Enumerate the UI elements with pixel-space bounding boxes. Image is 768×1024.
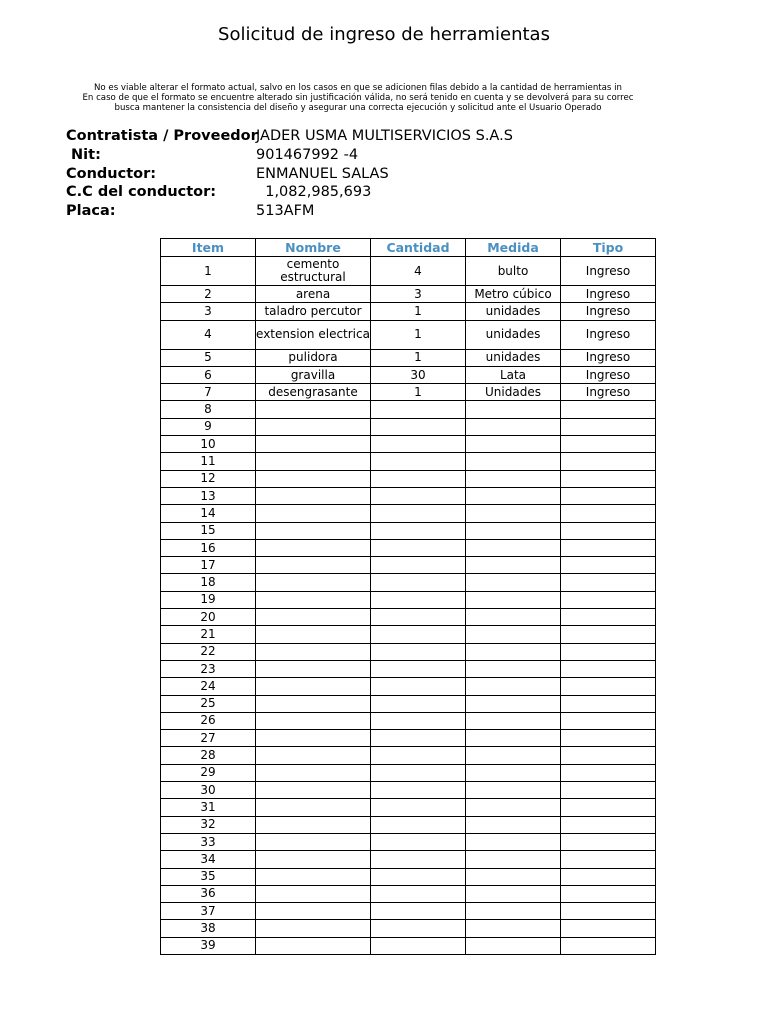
- cell-cantidad: [371, 660, 466, 677]
- cell-medida: [466, 747, 561, 764]
- cell-cantidad: [371, 626, 466, 643]
- cell-medida: [466, 401, 561, 418]
- cell-nombre: [256, 678, 371, 695]
- table-row: [161, 505, 656, 522]
- cell-cantidad: [371, 574, 466, 591]
- cell-item: 5: [161, 349, 256, 366]
- cell-nombre: [256, 609, 371, 626]
- cell-nombre: [256, 487, 371, 504]
- cell-cantidad: [371, 937, 466, 954]
- table-row: [161, 487, 656, 504]
- cell-medida: [466, 591, 561, 608]
- info-label: Nit:: [66, 146, 101, 163]
- info-label: C.C del conductor:: [66, 184, 217, 201]
- info-value: ENMANUEL SALAS: [256, 165, 389, 182]
- column-header-tipo: Tipo: [561, 239, 656, 257]
- cell-cantidad: [371, 747, 466, 764]
- table-row: [161, 833, 656, 850]
- cell-medida: [466, 487, 561, 504]
- table-row: [161, 591, 656, 608]
- cell-cantidad: [371, 903, 466, 920]
- cell-tipo: [561, 539, 656, 556]
- cell-nombre: [256, 747, 371, 764]
- info-value: JADER USMA MULTISERVICIOS S.A.S: [256, 128, 513, 144]
- cell-item: 14: [161, 505, 256, 522]
- cell-cantidad: [371, 764, 466, 781]
- cell-nombre: [256, 833, 371, 850]
- cell-nombre: [256, 712, 371, 729]
- cell-medida: [466, 660, 561, 677]
- cell-item: 1: [161, 257, 256, 286]
- table-header-row: [161, 239, 656, 257]
- contractor-info: [66, 127, 513, 221]
- table-row: [161, 436, 656, 453]
- table-row: [161, 764, 656, 781]
- cell-item: 38: [161, 920, 256, 937]
- cell-nombre: desengrasante: [256, 384, 371, 401]
- cell-tipo: [561, 712, 656, 729]
- cell-medida: unidades: [466, 303, 561, 320]
- cell-medida: unidades: [466, 320, 561, 349]
- cell-medida: [466, 643, 561, 660]
- info-row-plate: [66, 202, 513, 221]
- cell-medida: [466, 764, 561, 781]
- cell-medida: [466, 730, 561, 747]
- cell-medida: [466, 470, 561, 487]
- cell-tipo: [561, 470, 656, 487]
- cell-tipo: Ingreso: [561, 286, 656, 303]
- table-row: [161, 401, 656, 418]
- cell-cantidad: [371, 609, 466, 626]
- cell-tipo: [561, 436, 656, 453]
- table-row: [161, 303, 656, 320]
- cell-item: 35: [161, 868, 256, 885]
- tools-table: [160, 238, 656, 955]
- cell-medida: [466, 937, 561, 954]
- cell-item: 33: [161, 833, 256, 850]
- cell-cantidad: 1: [371, 320, 466, 349]
- cell-cantidad: [371, 833, 466, 850]
- cell-nombre: [256, 522, 371, 539]
- cell-cantidad: [371, 678, 466, 695]
- cell-cantidad: 3: [371, 286, 466, 303]
- cell-tipo: [561, 747, 656, 764]
- cell-item: 18: [161, 574, 256, 591]
- cell-nombre: [256, 851, 371, 868]
- cell-nombre: [256, 539, 371, 556]
- cell-tipo: Ingreso: [561, 320, 656, 349]
- cell-item: 31: [161, 799, 256, 816]
- cell-tipo: [561, 660, 656, 677]
- cell-tipo: [561, 833, 656, 850]
- cell-item: 23: [161, 660, 256, 677]
- cell-tipo: [561, 868, 656, 885]
- cell-cantidad: [371, 401, 466, 418]
- table-row: [161, 286, 656, 303]
- cell-nombre: [256, 401, 371, 418]
- cell-nombre: [256, 660, 371, 677]
- cell-tipo: [561, 695, 656, 712]
- info-label: Contratista / Proveedor: [66, 128, 258, 144]
- document-title: Solicitud de ingreso de herramientas: [218, 24, 550, 45]
- cell-nombre: [256, 557, 371, 574]
- table-row: [161, 712, 656, 729]
- cell-nombre: [256, 799, 371, 816]
- cell-tipo: Ingreso: [561, 303, 656, 320]
- cell-nombre: [256, 868, 371, 885]
- table-row: [161, 920, 656, 937]
- cell-tipo: [561, 764, 656, 781]
- cell-medida: [466, 505, 561, 522]
- info-value: 513AFM: [256, 203, 315, 220]
- cell-nombre: [256, 903, 371, 920]
- cell-medida: [466, 903, 561, 920]
- cell-cantidad: 30: [371, 366, 466, 383]
- cell-tipo: [561, 401, 656, 418]
- info-row-nit: [66, 146, 513, 165]
- cell-nombre: [256, 505, 371, 522]
- cell-nombre: [256, 591, 371, 608]
- cell-item: 39: [161, 937, 256, 954]
- cell-cantidad: 1: [371, 303, 466, 320]
- column-header-item: Item: [161, 239, 256, 257]
- table-row: [161, 816, 656, 833]
- cell-medida: [466, 920, 561, 937]
- cell-tipo: [561, 522, 656, 539]
- cell-tipo: [561, 937, 656, 954]
- cell-nombre: taladro percutor: [256, 303, 371, 320]
- cell-tipo: [561, 557, 656, 574]
- cell-cantidad: 1: [371, 349, 466, 366]
- cell-cantidad: [371, 487, 466, 504]
- cell-tipo: Ingreso: [561, 257, 656, 286]
- cell-cantidad: [371, 557, 466, 574]
- cell-item: 9: [161, 418, 256, 435]
- cell-cantidad: [371, 436, 466, 453]
- cell-tipo: [561, 487, 656, 504]
- cell-cantidad: [371, 505, 466, 522]
- table-row: [161, 747, 656, 764]
- cell-nombre: extension electrica: [256, 320, 371, 349]
- cell-cantidad: [371, 920, 466, 937]
- cell-medida: [466, 868, 561, 885]
- notice-line: En caso de que el formato se encuentre alterado sin justificación válida, no será tenido en cuenta y se devolverá para su correc: [82, 93, 634, 104]
- table-row: [161, 799, 656, 816]
- cell-medida: [466, 678, 561, 695]
- cell-tipo: [561, 591, 656, 608]
- cell-medida: [466, 851, 561, 868]
- cell-tipo: [561, 885, 656, 902]
- cell-item: 11: [161, 453, 256, 470]
- cell-medida: [466, 539, 561, 556]
- table-row: [161, 349, 656, 366]
- cell-tipo: [561, 643, 656, 660]
- cell-nombre: [256, 436, 371, 453]
- cell-tipo: [561, 816, 656, 833]
- cell-cantidad: [371, 522, 466, 539]
- cell-cantidad: [371, 591, 466, 608]
- cell-tipo: [561, 418, 656, 435]
- cell-medida: [466, 799, 561, 816]
- cell-tipo: [561, 678, 656, 695]
- cell-item: 13: [161, 487, 256, 504]
- info-row-driver: [66, 165, 513, 184]
- cell-medida: [466, 712, 561, 729]
- cell-medida: [466, 453, 561, 470]
- table-row: [161, 539, 656, 556]
- table-row: [161, 609, 656, 626]
- cell-nombre: [256, 920, 371, 937]
- cell-nombre: [256, 470, 371, 487]
- cell-nombre: [256, 885, 371, 902]
- cell-item: 30: [161, 782, 256, 799]
- cell-nombre: [256, 418, 371, 435]
- cell-nombre: [256, 695, 371, 712]
- table-row: [161, 678, 656, 695]
- table-body: [161, 257, 656, 955]
- cell-cantidad: [371, 470, 466, 487]
- table-row: [161, 868, 656, 885]
- column-header-nombre: Nombre: [256, 239, 371, 257]
- cell-item: 27: [161, 730, 256, 747]
- table-row: [161, 695, 656, 712]
- cell-item: 15: [161, 522, 256, 539]
- table-row: [161, 320, 656, 349]
- cell-medida: [466, 695, 561, 712]
- cell-nombre: [256, 937, 371, 954]
- cell-cantidad: [371, 816, 466, 833]
- table-row: [161, 643, 656, 660]
- cell-tipo: [561, 920, 656, 937]
- table-row: [161, 418, 656, 435]
- cell-item: 22: [161, 643, 256, 660]
- cell-medida: Metro cúbico: [466, 286, 561, 303]
- table-row: [161, 626, 656, 643]
- cell-medida: [466, 436, 561, 453]
- table-row: [161, 470, 656, 487]
- table-row: [161, 557, 656, 574]
- cell-medida: unidades: [466, 349, 561, 366]
- cell-cantidad: [371, 730, 466, 747]
- cell-item: 19: [161, 591, 256, 608]
- table-row: [161, 522, 656, 539]
- notice-line: No es viable alterar el formato actual, salvo en los casos en que se adicionen filas debido a la cantidad de herramientas in: [94, 83, 622, 93]
- cell-item: 7: [161, 384, 256, 401]
- cell-item: 29: [161, 764, 256, 781]
- table-row: [161, 257, 656, 286]
- cell-tipo: [561, 609, 656, 626]
- table-row: [161, 660, 656, 677]
- cell-tipo: [561, 505, 656, 522]
- cell-item: 26: [161, 712, 256, 729]
- info-value: 901467992 -4: [256, 146, 359, 163]
- cell-cantidad: [371, 643, 466, 660]
- cell-item: 28: [161, 747, 256, 764]
- info-row-driver-id: [66, 183, 513, 202]
- cell-nombre: [256, 626, 371, 643]
- cell-tipo: [561, 730, 656, 747]
- cell-medida: [466, 418, 561, 435]
- cell-nombre: [256, 730, 371, 747]
- cell-item: 2: [161, 286, 256, 303]
- info-value: 1,082,985,693: [256, 184, 372, 201]
- cell-item: 8: [161, 401, 256, 418]
- cell-nombre: pulidora: [256, 349, 371, 366]
- info-label: Conductor:: [66, 165, 157, 182]
- cell-nombre: [256, 643, 371, 660]
- cell-tipo: Ingreso: [561, 384, 656, 401]
- info-row-contractor: [66, 127, 513, 146]
- cell-nombre: [256, 574, 371, 591]
- cell-tipo: [561, 903, 656, 920]
- cell-item: 20: [161, 609, 256, 626]
- cell-item: 24: [161, 678, 256, 695]
- cell-tipo: Ingreso: [561, 349, 656, 366]
- cell-medida: Lata: [466, 366, 561, 383]
- cell-cantidad: [371, 712, 466, 729]
- cell-item: 6: [161, 366, 256, 383]
- cell-item: 16: [161, 539, 256, 556]
- cell-medida: [466, 574, 561, 591]
- cell-item: 3: [161, 303, 256, 320]
- cell-tipo: [561, 799, 656, 816]
- cell-cantidad: [371, 539, 466, 556]
- cell-nombre: [256, 782, 371, 799]
- cell-medida: [466, 816, 561, 833]
- cell-item: 12: [161, 470, 256, 487]
- cell-cantidad: [371, 695, 466, 712]
- cell-tipo: [561, 782, 656, 799]
- table-row: [161, 885, 656, 902]
- column-header-medida: Medida: [466, 239, 561, 257]
- cell-cantidad: [371, 799, 466, 816]
- cell-cantidad: [371, 782, 466, 799]
- column-header-cantidad: Cantidad: [371, 239, 466, 257]
- table-row: [161, 453, 656, 470]
- cell-medida: Unidades: [466, 384, 561, 401]
- table-row: [161, 366, 656, 383]
- cell-item: 10: [161, 436, 256, 453]
- cell-tipo: [561, 574, 656, 591]
- cell-medida: [466, 833, 561, 850]
- cell-medida: [466, 885, 561, 902]
- cell-nombre: arena: [256, 286, 371, 303]
- cell-item: 4: [161, 320, 256, 349]
- table-row: [161, 730, 656, 747]
- cell-cantidad: 1: [371, 384, 466, 401]
- cell-tipo: [561, 626, 656, 643]
- table-row: [161, 782, 656, 799]
- cell-cantidad: [371, 453, 466, 470]
- info-label: Placa:: [66, 203, 116, 220]
- cell-cantidad: [371, 868, 466, 885]
- cell-nombre: cemento estructural: [256, 257, 371, 286]
- table-row: [161, 851, 656, 868]
- table-row: [161, 384, 656, 401]
- cell-item: 32: [161, 816, 256, 833]
- cell-item: 37: [161, 903, 256, 920]
- cell-nombre: [256, 453, 371, 470]
- table-row: [161, 937, 656, 954]
- cell-cantidad: [371, 851, 466, 868]
- cell-tipo: Ingreso: [561, 366, 656, 383]
- cell-nombre: [256, 816, 371, 833]
- cell-cantidad: [371, 418, 466, 435]
- cell-medida: [466, 609, 561, 626]
- cell-nombre: [256, 764, 371, 781]
- cell-medida: [466, 557, 561, 574]
- cell-item: 25: [161, 695, 256, 712]
- cell-medida: [466, 626, 561, 643]
- notice-line: busca mantener la consistencia del diseño y asegurar una correcta ejecución y solicitud ante el Usuario Operado: [114, 103, 602, 114]
- table-row: [161, 574, 656, 591]
- cell-cantidad: 4: [371, 257, 466, 286]
- cell-medida: [466, 782, 561, 799]
- format-notice: [60, 83, 656, 114]
- table-row: [161, 903, 656, 920]
- cell-item: 17: [161, 557, 256, 574]
- cell-item: 34: [161, 851, 256, 868]
- cell-tipo: [561, 453, 656, 470]
- cell-tipo: [561, 851, 656, 868]
- cell-item: 21: [161, 626, 256, 643]
- cell-cantidad: [371, 885, 466, 902]
- cell-medida: bulto: [466, 257, 561, 286]
- cell-item: 36: [161, 885, 256, 902]
- cell-medida: [466, 522, 561, 539]
- cell-nombre: gravilla: [256, 366, 371, 383]
